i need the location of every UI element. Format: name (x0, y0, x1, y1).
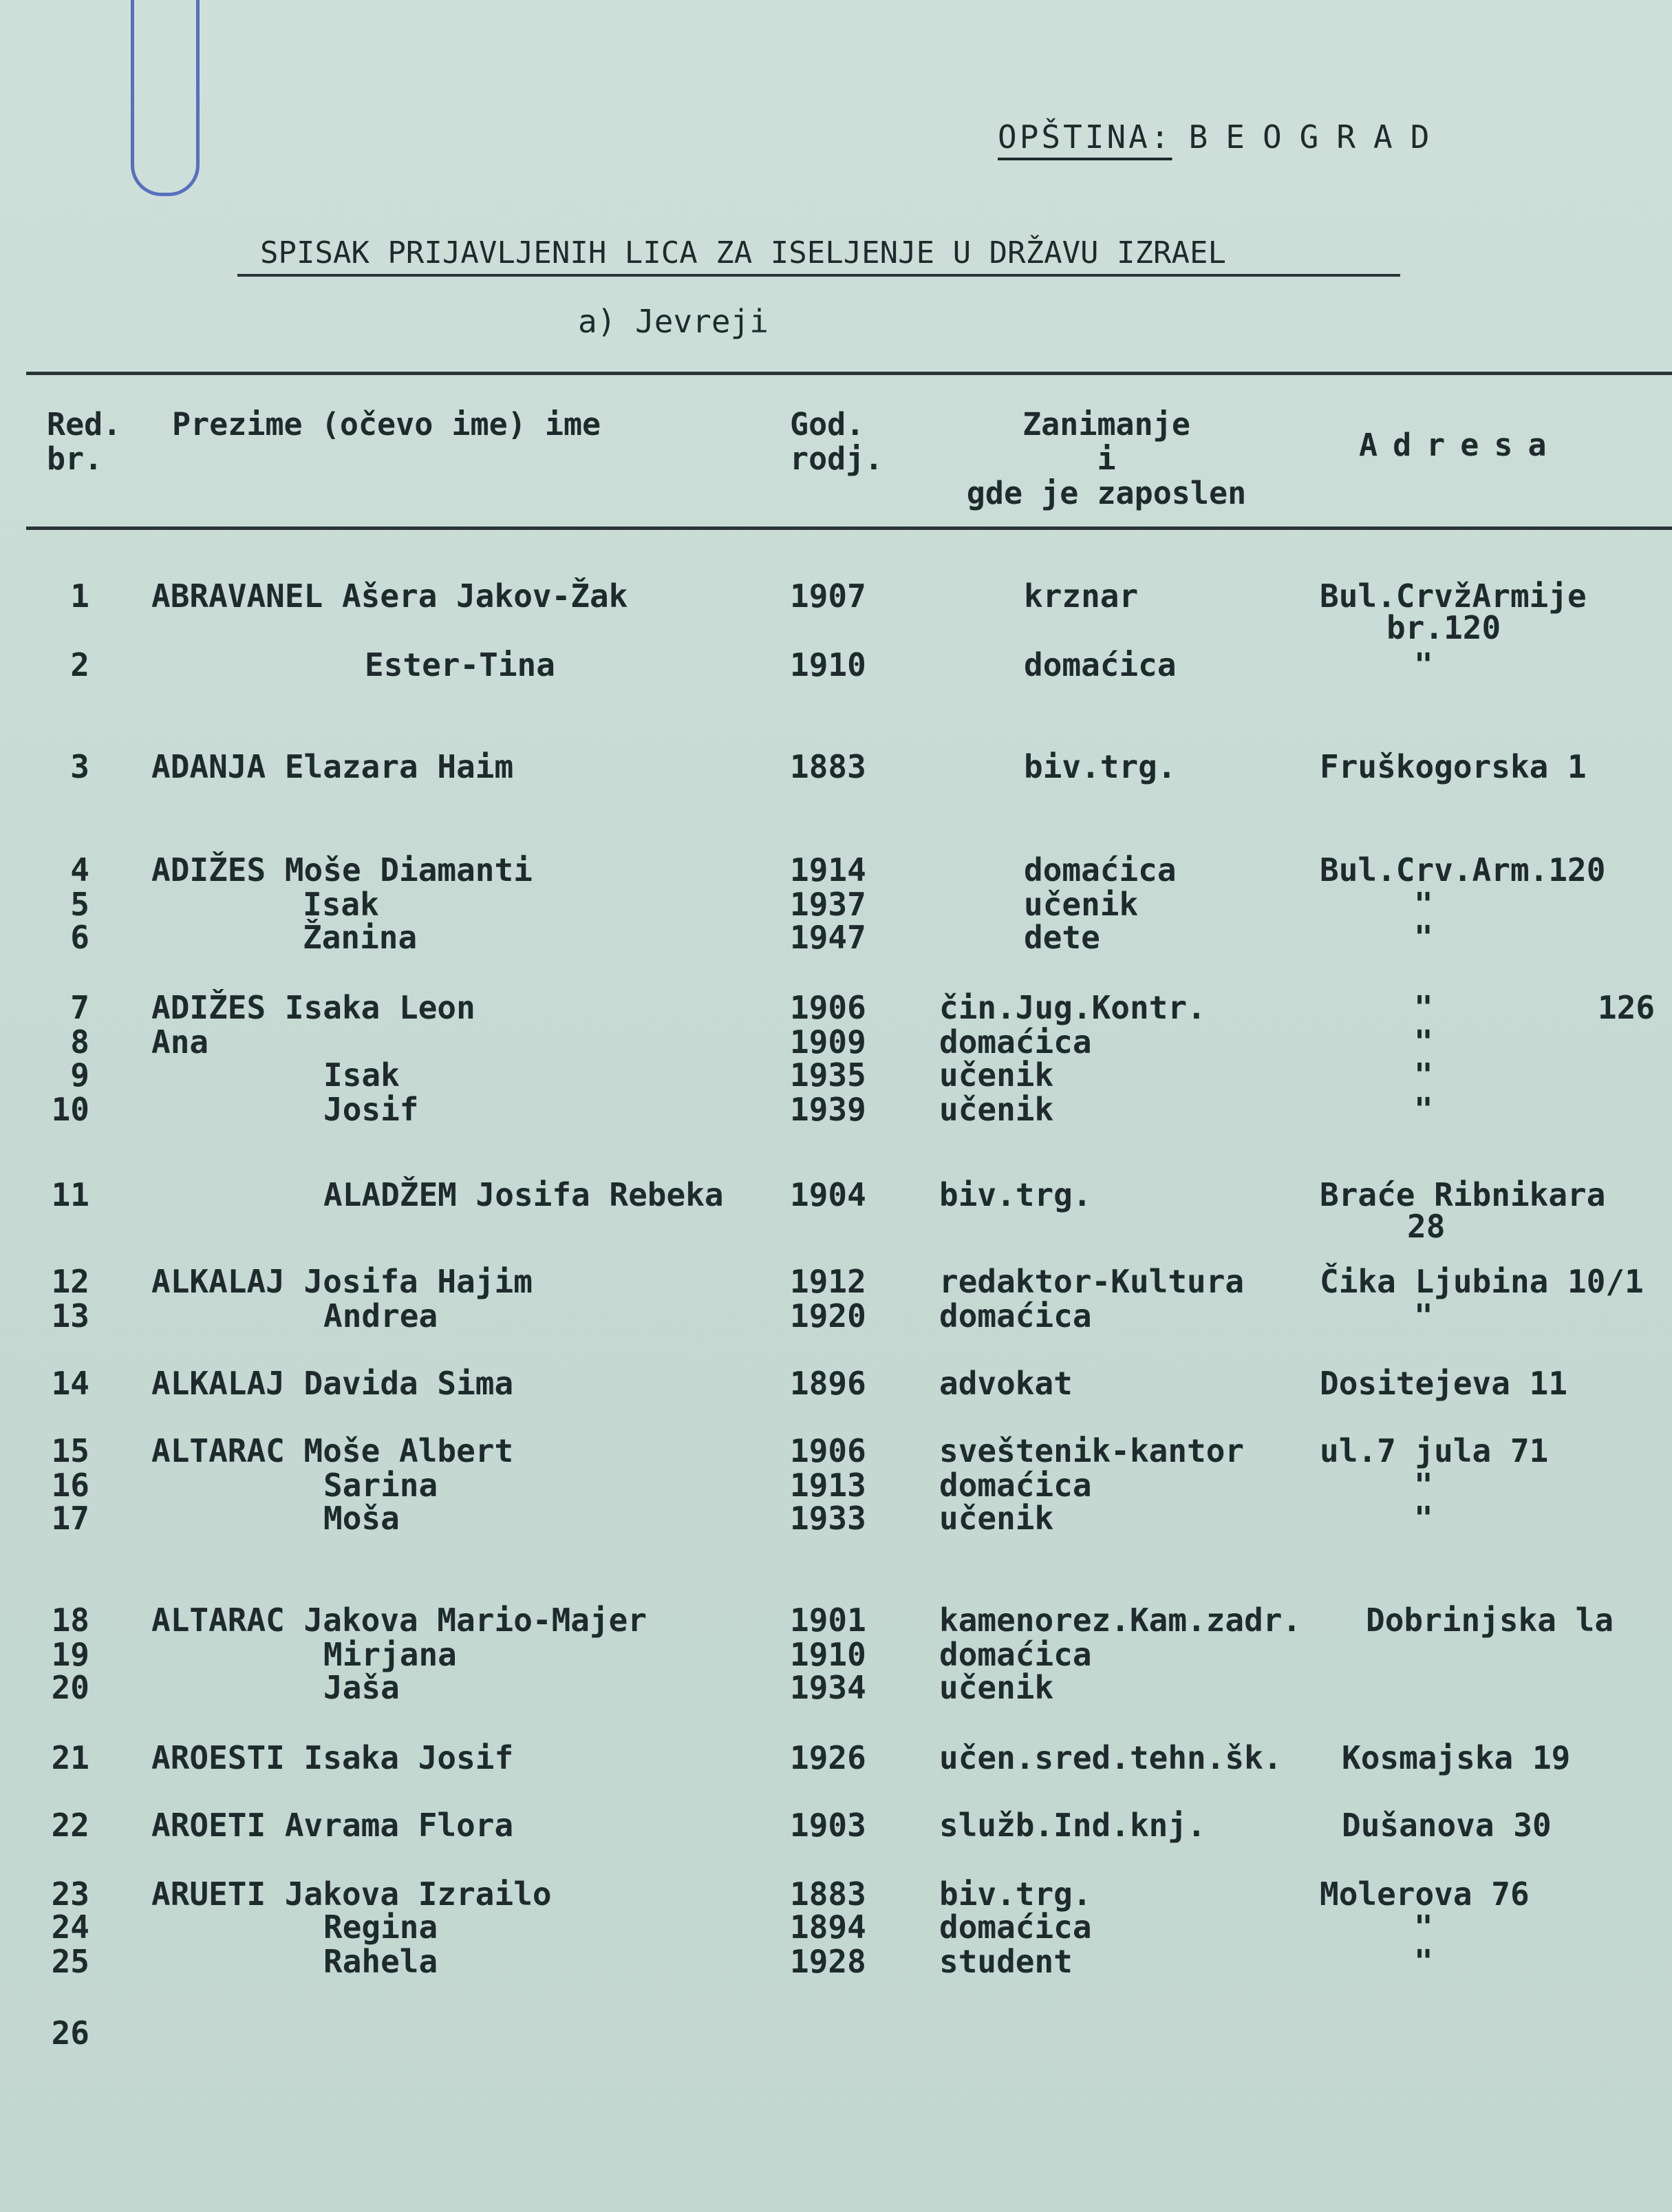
row-number: 25 (51, 1943, 89, 1980)
occupation: učenik (939, 1091, 1054, 1128)
occupation: redaktor-Kultura (939, 1263, 1245, 1300)
birth-year: 1920 (790, 1297, 866, 1334)
address: " (1414, 1467, 1433, 1504)
person-name: Mirjana (323, 1636, 457, 1673)
col-header-occupation (934, 407, 1278, 511)
birth-year: 1901 (790, 1602, 866, 1639)
row-number: 14 (51, 1365, 89, 1402)
birth-year: 1894 (790, 1908, 866, 1946)
occupation: učenik (1024, 886, 1139, 923)
address: " (1414, 1091, 1433, 1128)
row-number: 4 (70, 851, 89, 889)
address-line2: br.120 (1386, 609, 1501, 646)
birth-year: 1904 (790, 1176, 866, 1213)
row-number: 24 (51, 1908, 89, 1946)
address: " (1414, 1943, 1433, 1980)
address: Molerova 76 (1320, 1875, 1530, 1913)
row-number: 15 (51, 1432, 89, 1469)
occupation: student (939, 1943, 1073, 1980)
address: " (1414, 1297, 1433, 1334)
person-name: ALTARAC Moše Albert (151, 1432, 514, 1469)
birth-year: 1910 (790, 646, 866, 683)
col-header-occ-line1: Zanimanje (1022, 406, 1190, 443)
address-house-number: 126 (1598, 989, 1655, 1026)
person-name: Jaša (323, 1669, 400, 1706)
occupation: učenik (939, 1056, 1054, 1094)
occupation: biv.trg. (1024, 748, 1177, 785)
address: " (1414, 919, 1433, 956)
person-name: Josif (323, 1091, 419, 1128)
col-header-occ-line2: i (1097, 440, 1116, 477)
address: Braće Ribnikara (1320, 1176, 1606, 1213)
birth-year: 1939 (790, 1091, 866, 1128)
row-number: 10 (51, 1091, 89, 1128)
birth-year: 1935 (790, 1056, 866, 1094)
row-number: 16 (51, 1467, 89, 1504)
row-number: 6 (70, 919, 89, 956)
person-name: Rahela (323, 1943, 438, 1980)
birth-year: 1909 (790, 1023, 866, 1061)
occupation: čin.Jug.Kontr. (939, 989, 1206, 1026)
row-number: 11 (51, 1176, 89, 1213)
address: " (1414, 1056, 1433, 1094)
row-number: 7 (70, 989, 89, 1026)
occupation: domaćica (939, 1467, 1092, 1504)
person-name: ALKALAJ Davida Sima (151, 1365, 514, 1402)
birth-year: 1947 (790, 919, 866, 956)
col-header-occ-line3: gde je zaposlen (966, 475, 1247, 511)
document-subtitle: a) Jevreji (578, 303, 769, 340)
address: Bul.Crv.Arm.120 (1320, 851, 1606, 889)
occupation: učenik (939, 1669, 1054, 1706)
occupation: krznar (1024, 577, 1139, 615)
col-header-no (47, 407, 121, 476)
row-number: 17 (51, 1500, 89, 1537)
row-number: 18 (51, 1602, 89, 1639)
address: Bul.CrvžArmije (1320, 577, 1587, 615)
row-number: 23 (51, 1875, 89, 1913)
occupation: dete (1024, 919, 1100, 956)
occupation: učen.sred.tehn.šk. (939, 1739, 1283, 1776)
row-number: 8 (70, 1023, 89, 1061)
row-number: 12 (51, 1263, 89, 1300)
birth-year: 1910 (790, 1636, 866, 1673)
address: Dobrinjska la (1366, 1602, 1614, 1639)
col-header-year (790, 407, 883, 476)
row-number: 19 (51, 1636, 89, 1673)
person-name: Sarina (323, 1467, 438, 1504)
person-name: Andrea (323, 1297, 438, 1334)
person-name: ALADŽEM Josifa Rebeka (323, 1176, 724, 1213)
col-header-address: Adresa (1359, 427, 1562, 463)
address: Kosmajska 19 (1342, 1739, 1571, 1776)
row-number: 2 (70, 646, 89, 683)
birth-year: 1883 (790, 1875, 866, 1913)
address: ul.7 jula 71 (1320, 1432, 1549, 1469)
row-number: 1 (70, 577, 89, 615)
occupation: domaćica (939, 1023, 1092, 1061)
person-name: Ester-Tina (365, 646, 555, 683)
birth-year: 1912 (790, 1263, 866, 1300)
occupation: domaćica (1024, 646, 1177, 683)
birth-year: 1906 (790, 989, 866, 1026)
col-header-year-line1: God. (790, 406, 865, 443)
address: " (1414, 1500, 1433, 1537)
person-name: Ana (151, 1023, 209, 1061)
person-name: ARUETI Jakova Izrailo (151, 1875, 552, 1913)
occupation: biv.trg. (939, 1176, 1092, 1213)
municipality-label: OPŠTINA: (998, 118, 1172, 156)
birth-year: 1926 (790, 1739, 866, 1776)
row-number: 5 (70, 886, 89, 923)
person-name: ABRAVANEL Ašera Jakov-Žak (151, 577, 628, 615)
municipality-name: BEOGRAD (1188, 118, 1448, 156)
birth-year: 1896 (790, 1365, 866, 1402)
header-bottom-rule (26, 527, 1672, 530)
address: Dositejeva 11 (1320, 1365, 1568, 1402)
birth-year: 1913 (790, 1467, 866, 1504)
person-name: ALTARAC Jakova Mario-Majer (151, 1602, 647, 1639)
occupation: služb.Ind.knj. (939, 1807, 1206, 1844)
birth-year: 1907 (790, 577, 866, 615)
row-number: 3 (70, 748, 89, 785)
address: Dušanova 30 (1342, 1807, 1552, 1844)
occupation: biv.trg. (939, 1875, 1092, 1913)
occupation: advokat (939, 1365, 1073, 1402)
address: Čika Ljubina 10/1 (1320, 1263, 1644, 1300)
person-name: ADIŽES Moše Diamanti (151, 851, 533, 889)
municipality-heading (998, 118, 1447, 156)
person-name: Moša (323, 1500, 400, 1537)
occupation: domaćica (939, 1297, 1092, 1334)
address: Fruškogorska 1 (1320, 748, 1587, 785)
row-number: 13 (51, 1297, 89, 1334)
document-title: SPISAK PRIJAVLJENIH LICA ZA ISELJENJE U DRŽAVU IZRAEL (260, 235, 1226, 270)
title-underline (237, 274, 1400, 277)
birth-year: 1933 (790, 1500, 866, 1537)
paper-clip-mark (131, 0, 200, 196)
occupation: kamenorez.Kam.zadr. (939, 1602, 1302, 1639)
person-name: ADIŽES Isaka Leon (151, 989, 475, 1026)
row-number: 22 (51, 1807, 89, 1844)
person-name: AROESTI Isaka Josif (151, 1739, 514, 1776)
person-name: Žanina (303, 919, 418, 956)
occupation: domaćica (939, 1636, 1092, 1673)
occupation: domaćica (939, 1908, 1092, 1946)
person-name: ALKALAJ Josifa Hajim (151, 1263, 533, 1300)
address: " (1414, 989, 1433, 1026)
row-number: 26 (51, 2014, 89, 2052)
birth-year: 1903 (790, 1807, 866, 1844)
row-number: 21 (51, 1739, 89, 1776)
col-header-name: Prezime (očevo ime) ime (172, 406, 601, 443)
address: " (1414, 1023, 1433, 1061)
birth-year: 1937 (790, 886, 866, 923)
row-number: 9 (70, 1056, 89, 1094)
occupation: sveštenik-kantor (939, 1432, 1245, 1469)
occupation: učenik (939, 1500, 1054, 1537)
birth-year: 1883 (790, 748, 866, 785)
row-number: 20 (51, 1669, 89, 1706)
birth-year: 1928 (790, 1943, 866, 1980)
person-name: Regina (323, 1908, 438, 1946)
person-name: Isak (303, 886, 379, 923)
col-header-no-line2: br. (47, 440, 103, 477)
address: " (1414, 1908, 1433, 1946)
person-name: AROETI Avrama Flora (151, 1807, 514, 1844)
address: " (1414, 646, 1433, 683)
address-line2: 28 (1407, 1208, 1446, 1245)
header-top-rule (26, 372, 1672, 375)
birth-year: 1934 (790, 1669, 866, 1706)
person-name: ADANJA Elazara Haim (151, 748, 514, 785)
col-header-no-line1: Red. (47, 406, 122, 443)
birth-year: 1906 (790, 1432, 866, 1469)
person-name: Isak (323, 1056, 400, 1094)
birth-year: 1914 (790, 851, 866, 889)
occupation: domaćica (1024, 851, 1177, 889)
address: " (1414, 886, 1433, 923)
col-header-year-line2: rodj. (790, 440, 883, 477)
